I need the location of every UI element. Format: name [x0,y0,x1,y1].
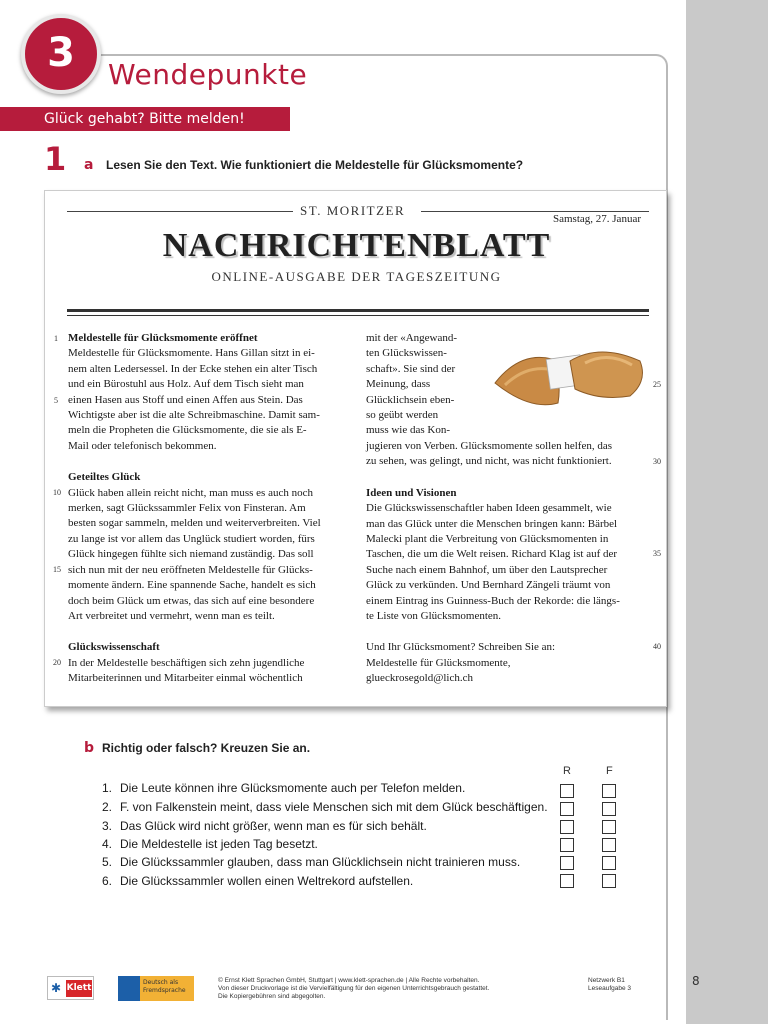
exercise-a-instruction: Lesen Sie den Text. Wie funktioniert die Meldestelle für Glücksmomente? [106,158,524,172]
header-line-right [421,211,649,212]
checkbox-richtig-1[interactable] [560,784,574,798]
closing-line: Meldestelle für Glücksmomente, [366,656,511,669]
statement-number: 2. [102,800,113,814]
line-number: 20 [53,658,61,667]
exercise-b-instruction: Richtig oder falsch? Kreuzen Sie an. [102,741,311,755]
article-line: einen Hasen aus Stoff und einen Affen aus Stein. Das [68,393,303,406]
article-line: Art verbreitet und vermehrt, wenn man es teilt. [68,609,275,622]
statement-text: Das Glück wird nicht größer, wenn man es für sich behält. [120,819,427,833]
article-line: schaft». Sie sind der [366,362,456,375]
checkbox-falsch-5[interactable] [602,856,616,870]
article-line: zu lange ist vor allem das Unglück studiert worden, fürs [68,532,315,545]
article-line: einem Eintrag ins Guinness-Buch der Rekorde: die längs- [366,594,620,607]
article-heading: Geteiltes Glück [68,471,141,484]
article-line: muss wie das Kon- [366,424,451,437]
copyright-line: Von dieser Druckvorlage ist die Vervielfältigung für den eigenen Unterrichtsgebrauch gestattet. [218,985,490,992]
line-number: 10 [53,488,61,497]
article-left-column [68,331,350,687]
checkbox-richtig-5[interactable] [560,856,574,870]
exercise-b-letter: b [84,740,95,756]
article-line: Mail oder telefonisch bekommen. [68,439,217,452]
article-line: Meldestelle für Glücksmomente. Hans Gillan sitzt in ei- [68,347,315,360]
daf-logo-text: Deutsch als Fremdsprache [140,976,194,1001]
checkbox-falsch-2[interactable] [602,802,616,816]
right-margin-strip [686,0,768,1024]
exercise-a-letter: a [84,157,94,173]
article-line: Glück hingegen fühlte sich niemand zuständig. Das soll [68,548,314,561]
statement-number: 6. [102,874,113,888]
masthead-rule-thin [67,315,649,316]
checkbox-richtig-6[interactable] [560,874,574,888]
statement-text: Die Meldestelle ist jeden Tag besetzt. [120,837,318,851]
article-line: man das Glück unter die Menschen bringen kann: Bärbel [366,517,618,530]
article-line: Glück zu verkünden. Und Bernhard Zängeli träumt von [366,579,611,592]
section-subtitle: Glück gehabt? Bitte melden! [0,107,290,131]
article-line: mit der «Angewand- [366,332,458,344]
article-right-column [366,439,648,687]
copyright-line: © Ernst Klett Sprachen GmbH, Stuttgart | www.klett-sprachen.de | Alle Rechte vorbehalten. [218,977,480,984]
article-line: sich nun mit der neu eröffneten Meldestelle für Glücks- [68,563,313,576]
article-line: te Liste von Glücksmomenten. [366,610,502,623]
statement-item [102,874,413,891]
copyright-line: Die Kopiergebühren sind abgegolten. [218,993,326,1000]
newspaper-title: NACHRICHTENBLATT [162,227,551,264]
statement-text: Die Glückssammler wollen einen Weltrekord aufstellen. [120,874,414,888]
article-line: und ein Bürostuhl aus Holz. Auf dem Tisch sieht man [68,378,304,391]
article-line: merken, sagt Glückssammler Felix von Finsteran. Am [68,502,306,515]
contact-email: glueckrosegold@lich.ch [366,672,473,685]
chapter-title: Wendepunkte [108,58,308,91]
header-line-left [67,211,293,212]
article-heading: Glückswissenschaft [68,641,160,654]
daf-logo [118,976,194,1001]
article-line: Wichtigste aber ist die alte Schreibmaschine. Damit sam- [68,409,320,422]
checkbox-richtig-4[interactable] [560,838,574,852]
klett-logo [47,976,94,1000]
statement-item [102,819,427,836]
exercise-number: 1 [44,140,67,178]
line-number: 1 [54,334,58,343]
article-line: Glück haben allein reicht nicht, man muss es auch noch [68,486,313,499]
fortune-cookie-image [490,341,650,413]
article-line: besten sogar sammeln, melden und weiterverbreiten. Viel [68,517,321,530]
line-number: 30 [653,457,661,466]
newspaper-place: ST. MORITZER [300,203,406,218]
chapter-number-badge: 3 [21,14,101,94]
statement-item [102,855,520,872]
checkbox-falsch-3[interactable] [602,820,616,834]
article-line: nem alten Ledersessel. In der Ecke stehen ein alter Tisch [68,362,318,375]
newspaper-clipping [44,190,667,707]
article-line: Mitarbeiterinnen und Mitarbeiter einmal wöchentlich [68,672,303,685]
klett-mark-icon: ✱ [51,981,62,995]
statement-number: 3. [102,819,113,833]
article-line: meln die Propheten die Glücksmomente, die sie als E- [68,424,307,437]
closing-line: Und Ihr Glücksmoment? Schreiben Sie an: [366,641,556,654]
klett-logo-text: Klett [66,980,92,997]
article-line: ten Glückswissen- [366,347,447,360]
article-line: Die Glückswissenschaftler haben Ideen gesammelt, wie [366,502,612,515]
checkbox-falsch-6[interactable] [602,874,616,888]
article-line: Glücklichsein eben- [366,393,455,406]
checkbox-falsch-4[interactable] [602,838,616,852]
line-number: 35 [653,549,661,558]
checkbox-richtig-3[interactable] [560,820,574,834]
line-number: 40 [653,642,661,651]
statement-text: F. von Falkenstein meint, dass viele Menschen sich mit dem Glück beschäftigen. [120,800,548,814]
statement-item [102,800,548,817]
statement-item [102,837,318,854]
article-line: In der Meldestelle beschäftigen sich zehn jugendliche [68,656,305,669]
column-header-richtig: R [563,765,571,777]
statement-number: 1. [102,781,113,795]
statement-text: Die Leute können ihre Glücksmomente auch per Telefon melden. [120,781,466,795]
article-line: momente ändern. Eine spannende Sache, handelt es sich [68,579,316,592]
footer-copyright [218,977,489,1001]
masthead-rule [67,309,649,312]
page-number: 8 [692,974,700,988]
line-number: 15 [53,565,61,574]
task-label: Leseaufgabe 3 [588,985,632,992]
statement-number: 5. [102,855,113,869]
newspaper-subtitle: ONLINE-AUSGABE DER TAGESZEITUNG [211,269,502,284]
article-line: doch beim Glück um etwas, das sich auf eine besondere [68,594,315,607]
article-right-column-top [366,331,496,439]
book-title: Netzwerk B1 [588,977,625,984]
article-line: Meinung, dass [366,378,431,391]
article-heading: Meldestelle für Glücksmomente eröffnet [68,332,258,344]
column-header-falsch: F [606,765,613,777]
statement-text: Die Glückssammler glauben, dass man Glücklichsein nicht trainieren muss. [120,855,521,869]
article-line: so geübt werden [366,409,439,422]
newspaper-date: Samstag, 27. Januar [553,213,641,225]
line-number: 25 [653,380,661,389]
article-line: zu sehen, was gelingt, und nicht, was nicht funktioniert. [366,455,612,468]
article-heading: Ideen und Visionen [366,486,457,499]
statement-number: 4. [102,837,113,851]
line-number: 5 [54,396,58,405]
article-line: jugieren von Verben. Glücksmomente sollen helfen, das [366,440,613,452]
article-line: Malecki plant die Verbreitung von Glücksmomenten in [366,533,609,546]
article-line: Suche nach einem Bahnhof, um über den Lautsprecher [366,563,608,576]
statement-item [102,781,465,798]
article-line: Taschen, die um die Welt reisen. Richard Klag ist auf der [366,548,618,561]
checkbox-falsch-1[interactable] [602,784,616,798]
footer-book-info [588,977,631,993]
checkbox-richtig-2[interactable] [560,802,574,816]
